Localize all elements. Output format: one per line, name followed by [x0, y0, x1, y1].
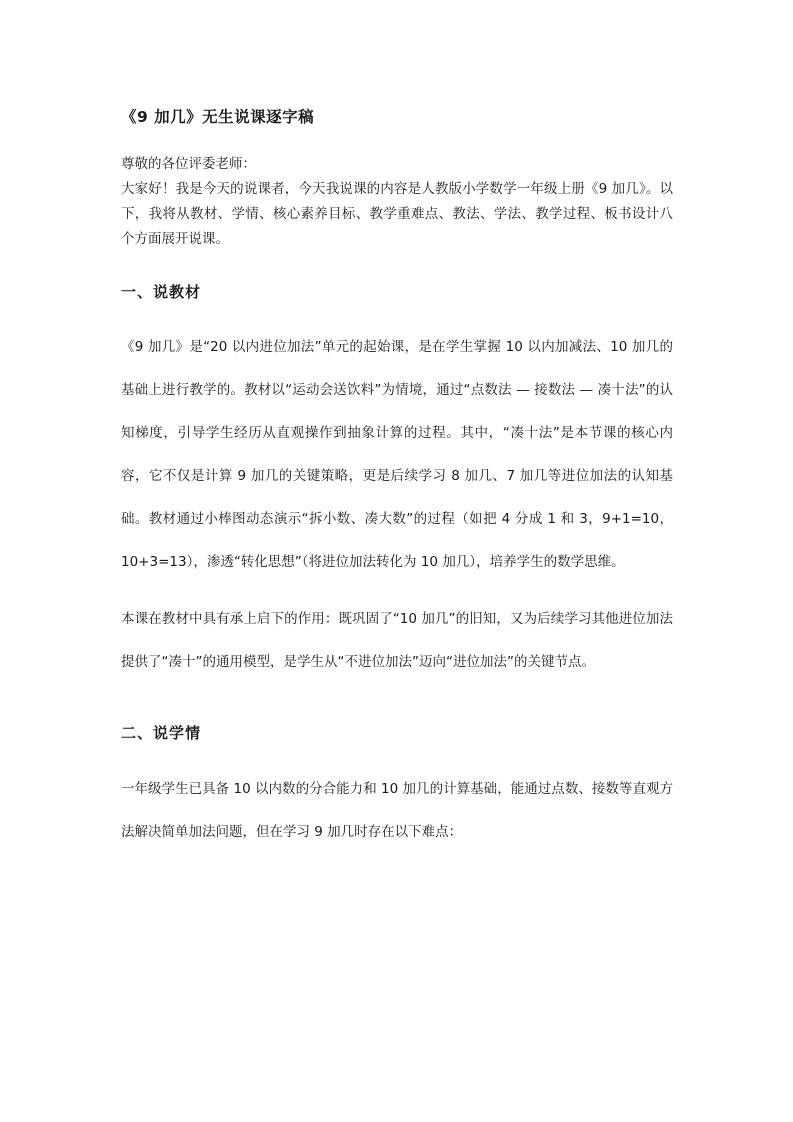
intro-paragraph: 大家好！我是今天的说课者，今天我说课的内容是人教版小学数学一年级上册《9 加几》。以下，我将从教材、学情、核心素养目标、教学重难点、教法、学法、教学过程、板书设计八个方面展开说课。	[121, 181, 673, 247]
paragraph-teaching-materials-2: 本课在教材中具有承上启下的作用：既巩固了“10 加几”的旧知，又为后续学习其他进位加法提供了“凑十”的通用模型，是学生从“不进位加法”迈向“进位加法”的关键节点。	[121, 611, 673, 670]
document-title: 《9 加几》无生说课逐字稿	[121, 108, 315, 126]
paragraph-student-analysis-1: 一年级学生已具备 10 以内数的分合能力和 10 加几的计算基础，能通过点数、接数等直观方法解决简单加法问题，但在学习 9 加几时存在以下难点：	[121, 781, 673, 840]
section-heading-student-analysis: 二、说学情	[121, 724, 202, 742]
document-body	[121, 104, 673, 854]
salutation: 尊敬的各位评委老师：	[121, 156, 256, 172]
section-heading-teaching-materials: 一、说教材	[121, 283, 202, 301]
paragraph-teaching-materials-1: 《9 加几》是“20 以内进位加法”单元的起始课，是在学生掌握 10 以内加减法、10 加几的基础上进行教学的。教材以“运动会送饮料”为情境，通过“点数法 — 接数法 — 凑十法”的认知梯度，引导学生经历从直观操作到抽象计算的过程。其中，“凑十法”是本节课的核心内容，它不仅是计算 9 加几的关键策略，更是后续学习 8 加几、7 加几等进位加法的认知基础。教材通过小棒图动态演示“拆小数、凑大数”的过程（如把 4 分成 1 和 3，9+1=10，10+3=13），渗透“转化思想”（将进位加法转化为 10 加几），培养学生的数学思维。	[121, 339, 673, 570]
